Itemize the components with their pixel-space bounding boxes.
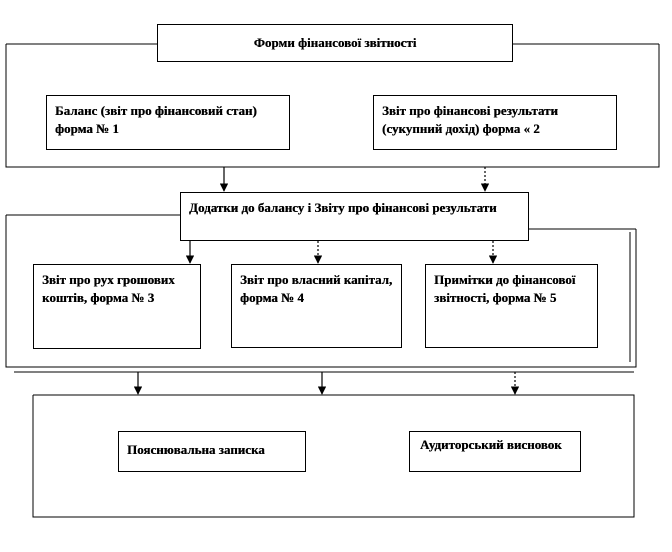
income-statement-box — [373, 95, 617, 150]
cash-flow-box — [33, 264, 201, 349]
audit-text: Аудиторський висновок — [420, 437, 562, 452]
financial-statements-title-box — [157, 24, 513, 62]
equity-box — [231, 264, 402, 348]
cash-flow-text: Звіт про рух грошових коштів, форма № 3 — [42, 272, 175, 305]
equity-text: Звіт про власний капітал, форма № 4 — [240, 272, 393, 305]
balance-box — [46, 95, 290, 150]
audit-report-box — [409, 431, 581, 472]
notes-text: Примітки до фінансової звітності, форма № 5 — [434, 272, 576, 305]
title-text: Форми фінансової звітності — [253, 35, 417, 50]
explanatory-text: Пояснювальна записка — [127, 442, 265, 457]
supplements-box — [180, 192, 529, 241]
balance-text: Баланс (звіт про фінансовий стан) форма № 1 — [55, 103, 257, 136]
explanatory-note-box — [118, 431, 306, 472]
income-text: Звіт про фінансові результати (сукупний дохід) форма « 2 — [382, 103, 558, 136]
supplements-text: Додатки до балансу і Звіту про фінансові результати — [189, 200, 497, 215]
notes-box — [425, 264, 598, 348]
